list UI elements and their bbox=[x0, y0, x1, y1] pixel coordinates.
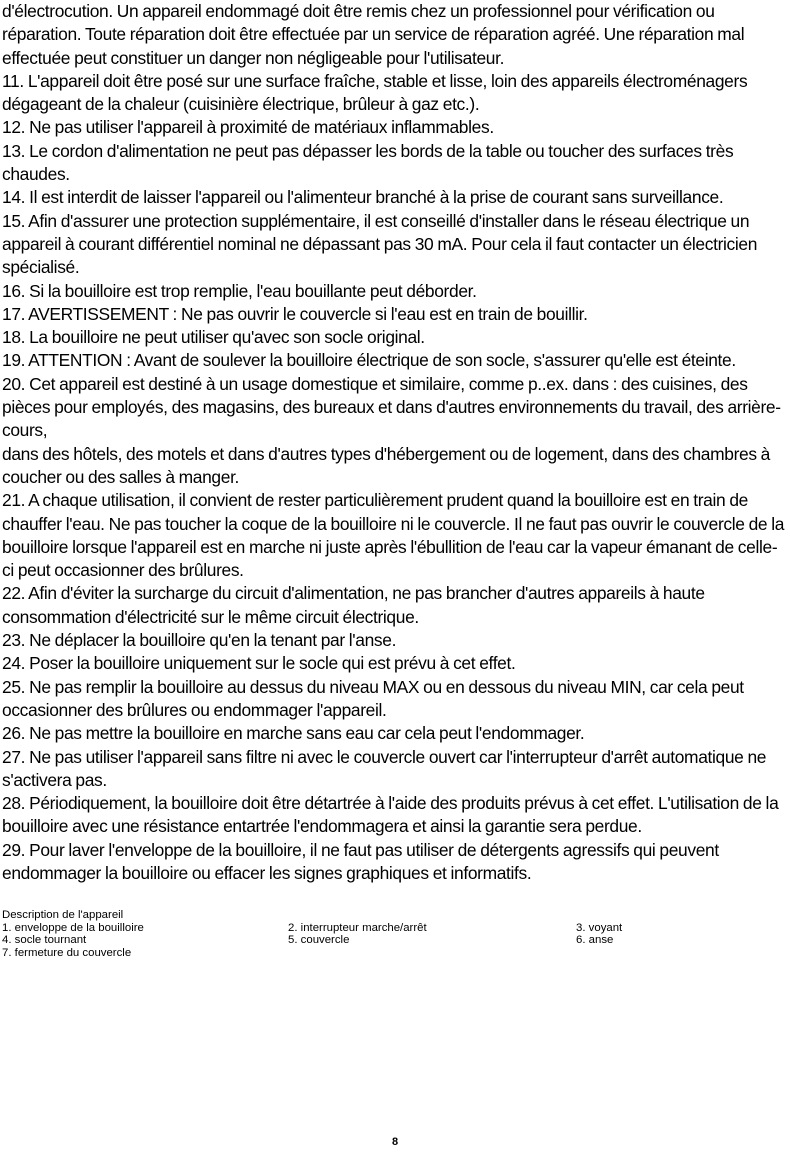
instruction-paragraph: dans des hôtels, des motels et dans d'autres types d'hébergement ou de logement, dans des chambres à coucher ou des salles à manger. bbox=[2, 443, 770, 487]
instruction-paragraph: 29. Pour laver l'enveloppe de la bouilloire, il ne faut pas utiliser de détergents agressifs qui peuvent endommager la bouilloire ou effacer les signes graphiques et informatifs. bbox=[2, 839, 719, 883]
instruction-paragraph: 15. Afin d'assurer une protection supplémentaire, il est conseillé d'installer dans le réseau électrique un appareil à courant différentiel nominal ne dépassant pas 30 mA. Pour cela il faut contacter un électricien spécialisé. bbox=[2, 210, 758, 278]
legend-item: 4. socle tournant bbox=[2, 934, 87, 947]
instruction-paragraph: 24. Poser la bouilloire uniquement sur le socle qui est prévu à cet effet. bbox=[2, 653, 516, 674]
instruction-paragraph: 11. L'appareil doit être posé sur une surface fraîche, stable et lisse, loin des appareils électroménagers dégageant de la chaleur (cuisinière électrique, brûleur à gaz etc.). bbox=[2, 70, 748, 115]
legend-item bbox=[576, 947, 776, 960]
legend-item: 3. voyant bbox=[576, 921, 623, 934]
legend-item: 1. enveloppe de la bouilloire bbox=[2, 921, 144, 934]
instruction-paragraph: 28. Périodiquement, la bouilloire doit être détartrée à l'aide des produits prévus à cet effet. L'utilisation de la bouilloire avec une résistance entartrée l'endommagera et ainsi la garantie sera perdue. bbox=[2, 793, 779, 837]
legend-row bbox=[2, 934, 788, 947]
legend-item: 6. anse bbox=[576, 934, 614, 947]
legend-row bbox=[2, 947, 788, 960]
instruction-paragraph: 20. Cet appareil est destiné à un usage domestique et similaire, comme p..ex. dans : des cuisines, des pièces pour employés, des magasins, des bureaux et dans d'autres environnements du travail, des arrière-cours, bbox=[2, 373, 781, 441]
instruction-paragraph: 19. ATTENTION : Avant de soulever la bouilloire électrique de son socle, s'assurer qu'elle est éteinte. bbox=[2, 350, 736, 371]
safety-instructions bbox=[2, 0, 788, 885]
instruction-paragraph: 26. Ne pas mettre la bouilloire en marche sans eau car cela peut l'endommager. bbox=[2, 723, 585, 744]
instruction-paragraph: 27. Ne pas utiliser l'appareil sans filtre ni avec le couvercle ouvert car l'interrupteur d'arrêt automatique ne s'activera pas. bbox=[2, 746, 767, 790]
instruction-paragraph: 18. La bouilloire ne peut utiliser qu'avec son socle original. bbox=[2, 327, 425, 348]
instruction-paragraph: 16. Si la bouilloire est trop remplie, l'eau bouillante peut déborder. bbox=[2, 280, 477, 301]
instruction-paragraph: 21. A chaque utilisation, il convient de rester particulièrement prudent quand la bouilloire est en train de chauffer l'eau. Ne pas toucher la coque de la bouilloire ni le couvercle. Il ne faut pas ouvrir le couvercle de la bouilloire lorsque l'appareil est en marche ni juste après l'ébullition de l'eau car la vapeur émanant de celle-ci peut occasionner des brûlures. bbox=[2, 490, 785, 581]
instruction-paragraph: 22. Afin d'éviter la surcharge du circuit d'alimentation, ne pas brancher d'autres appareils à haute consommation d'électricité sur le même circuit électrique. bbox=[2, 583, 705, 627]
legend-item: 2. interrupteur marche/arrêt bbox=[288, 921, 427, 934]
manual-page bbox=[2, 0, 788, 960]
instruction-paragraph: 14. Il est interdit de laisser l'appareil ou l'alimenteur branché à la prise de courant sans surveillance. bbox=[2, 187, 724, 208]
description-title: Description de l'appareil bbox=[2, 909, 124, 922]
legend-row bbox=[2, 922, 788, 935]
instruction-paragraph: 25. Ne pas remplir la bouilloire au dessus du niveau MAX ou en dessous du niveau MIN, car cela peut occasionner des brûlures ou endommager l'appareil. bbox=[2, 676, 744, 720]
legend-item: 7. fermeture du couvercle bbox=[2, 947, 132, 960]
instruction-paragraph: 13. Le cordon d'alimentation ne peut pas dépasser les bords de la table ou toucher des surfaces très chaudes. bbox=[2, 140, 734, 185]
instruction-paragraph: 12. Ne pas utiliser l'appareil à proximité de matériaux inflammables. bbox=[2, 117, 494, 138]
legend-item: 5. couvercle bbox=[288, 934, 350, 947]
instruction-paragraph: 17. AVERTISSEMENT : Ne pas ouvrir le couvercle si l'eau est en train de bouillir. bbox=[2, 303, 588, 324]
legend-item bbox=[288, 947, 576, 960]
device-description bbox=[2, 909, 788, 959]
instruction-paragraph: d'électrocution. Un appareil endommagé doit être remis chez un professionnel pour vérification ou réparation. Toute réparation doit être effectuée par un service de réparation agréé. Une réparation mal effectuée peut constituer un danger non négligeable pour l'utilisateur. bbox=[2, 1, 745, 68]
page-number: 8 bbox=[391, 1136, 399, 1148]
instruction-paragraph: 23. Ne déplacer la bouilloire qu'en la tenant par l'anse. bbox=[2, 630, 397, 651]
